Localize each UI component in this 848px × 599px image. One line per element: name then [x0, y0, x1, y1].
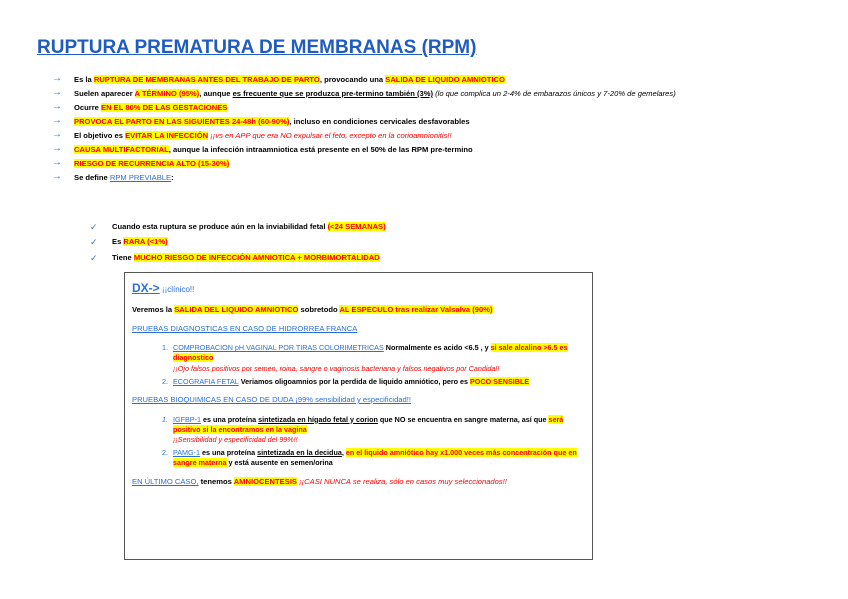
clinico-label: ¡¡clínico!! [159, 285, 195, 294]
bullet-objective [52, 128, 812, 142]
list-item-igfbp [162, 415, 586, 446]
text: Tiene [112, 252, 134, 262]
section-heading-diagnostic: PRUEBAS DIAGNOSTICAS EN CASO DE HIDRORREA FRANCA [132, 323, 358, 333]
highlight: EN EL 80% DE LAS GESTACIONES [101, 102, 228, 112]
arrow-right-icon: → [52, 114, 62, 126]
checkmark-icon: ✓ [90, 222, 98, 232]
checkmark-icon: ✓ [90, 252, 98, 263]
arrow-right-icon: → [52, 73, 62, 84]
highlight: (<24 SEMANAS) [327, 222, 386, 231]
highlight: SALIDA DE LIQUIDO AMNIOTICO [385, 75, 505, 84]
sub-item-rare [90, 237, 690, 248]
rpm-previable-link[interactable]: RPM PREVIABLE [109, 172, 172, 182]
highlight: RIESGO DE RECURRENCIA ALTO (15-30%) [74, 158, 230, 168]
arrow-right-icon: → [52, 170, 62, 182]
highlight: AMNIOCENTESIS [233, 476, 297, 486]
text: tenemos [198, 476, 234, 486]
underlined-text: es frecuente que se produzca pre-termino también (3%) [232, 88, 433, 98]
text: Normalmente es acido <6.5 , y [383, 343, 491, 353]
biochemical-list [132, 415, 586, 469]
text: , [341, 448, 346, 458]
arrow-right-icon: → [52, 128, 62, 140]
list-number: 2. [162, 376, 168, 386]
sub-item-inviability [90, 222, 690, 233]
text: que NO se encuentra en sangre materna, así que [377, 414, 549, 424]
section-title: PRUEBAS BIOQUIMICAS EN CASO DE DUDA [132, 395, 294, 404]
highlight: CAUSA MULTIFACTORIAL [74, 144, 169, 154]
bullet-cause [52, 142, 812, 156]
list-number: 1. [162, 414, 168, 424]
highlight: EVITAR LA INFECCIÓN [125, 130, 209, 140]
list-number: 1. [162, 343, 168, 353]
red-note: ¡¡Ojo falsos positivos por semen, roina, sangre o vaginosis bacteriana y falsos negativos por Candida!! [173, 363, 500, 373]
text: , aunque la infección intraamniotica está presente en el 50% de las RPM pre-termino [168, 144, 473, 154]
highlight: si sale alcalino >6.5 es diagnostico [173, 343, 568, 363]
text: El objetivo es [74, 130, 126, 140]
text: y está ausente en semen/orina [226, 458, 333, 468]
text: es una proteína [200, 448, 258, 458]
diagnostic-list [132, 343, 586, 387]
main-bullet-list [52, 75, 812, 187]
highlight: POCO SENSIBLE [470, 376, 530, 386]
highlight: será positivo si la encontramos en la vagina [173, 414, 564, 434]
highlight: SALIDA DEL LIQUIDO AMNIOTICO [174, 305, 299, 314]
text: , provocando una [319, 75, 386, 84]
highlight: RARA (<1%) [123, 237, 168, 247]
highlight: MUCHO RIESGO DE INFECCIÓN AMNIOTICA + MORBIMORTALIDAD [133, 252, 380, 262]
bullet-previable [52, 170, 812, 184]
list-item-echo [162, 377, 586, 387]
bullet-labor [52, 114, 812, 128]
text: Se define [74, 172, 110, 182]
last-case-link[interactable]: EN ÚLTIMO CASO, [132, 476, 199, 486]
previable-sublist [90, 222, 690, 268]
bullet-timing [52, 86, 812, 100]
arrow-right-icon: → [52, 100, 62, 112]
highlight: en el liquido amniótico hay x1.000 veces más concentración que en sangre materna [173, 448, 577, 468]
text: sobretodo [298, 305, 340, 314]
text: es una proteína [200, 414, 259, 424]
igfbp-link[interactable]: IGFBP-1 [173, 414, 201, 424]
sub-item-risk [90, 253, 690, 264]
text: , aunque [199, 88, 233, 98]
page-title: RUPTURA PREMATURA DE MEMBRANAS (RPM) [37, 37, 477, 58]
list-item-ph [162, 343, 586, 374]
highlight: RUPTURA DE MEMBRANAS ANTES DEL TRABAJO DE PARTO [93, 75, 320, 84]
underlined-text: sintetizada en la decidua [257, 448, 342, 458]
text: Es [112, 237, 124, 247]
highlight: A TÉRMINO (95%) [134, 88, 200, 98]
pamg-link[interactable]: PAMG-1 [173, 448, 201, 458]
last-resort-paragraph [132, 477, 586, 488]
text: Suelen aparecer [74, 88, 135, 98]
italic-note: (lo que complica un 2-4% de embarazos únicos y 7-20% de gemelares) [435, 88, 676, 98]
text: Veriamos oligoamnios por la perdida de liquido amniótico, pero es [238, 376, 471, 386]
arrow-right-icon: → [52, 142, 62, 154]
text: Es la [74, 75, 94, 84]
text: : [171, 172, 174, 182]
bullet-recurrence [52, 156, 812, 170]
underlined-text: sintetizada en hígado fetal y corion [258, 414, 378, 424]
red-note: ¡¡Sensibilidad y especificidad del 99%!! [173, 435, 298, 444]
dx-heading [132, 281, 586, 295]
highlight: PROVOCA EL PARTO EN LAS SIGUIENTES 24-48h (60-90%) [74, 116, 290, 126]
list-number: 2. [162, 448, 168, 458]
text: Veremos la [132, 305, 175, 314]
bullet-frequency [52, 100, 812, 114]
ph-test-link[interactable]: COMPROBACION pH VAGINAL POR TIRAS COLORIMETRICAS [173, 343, 384, 353]
section-heading-biochemical [132, 395, 586, 406]
echo-link[interactable]: ECOGRAFIA FETAL [173, 376, 239, 386]
checkmark-icon: ✓ [90, 237, 98, 248]
diagnosis-box [124, 272, 593, 560]
dx-label: DX-> [132, 281, 160, 295]
text: Cuando esta ruptura se produce aún en la inviabilidad fetal [112, 222, 328, 231]
section-note: ¡99% sensibilidad y especificidad!! [293, 395, 411, 404]
text: Ocurre [74, 102, 102, 112]
arrow-right-icon: → [52, 86, 62, 98]
bullet-definition [52, 75, 812, 86]
text: , incluso en condiciones cervicales desfavorables [289, 116, 470, 126]
arrow-right-icon: → [52, 156, 62, 168]
red-note: ¡¡vs en APP que era NO expulsar el feto, excepto en la corioamnionitis!! [208, 130, 452, 140]
list-item-pamg [162, 448, 586, 468]
veremos-paragraph [132, 305, 586, 316]
highlight: AL ESPECULO tras realizar Valsalva (90%) [339, 305, 493, 314]
red-note: ¡¡CASI NUNCA se realiza, sólo en casos muy seleccionados!! [297, 476, 507, 486]
